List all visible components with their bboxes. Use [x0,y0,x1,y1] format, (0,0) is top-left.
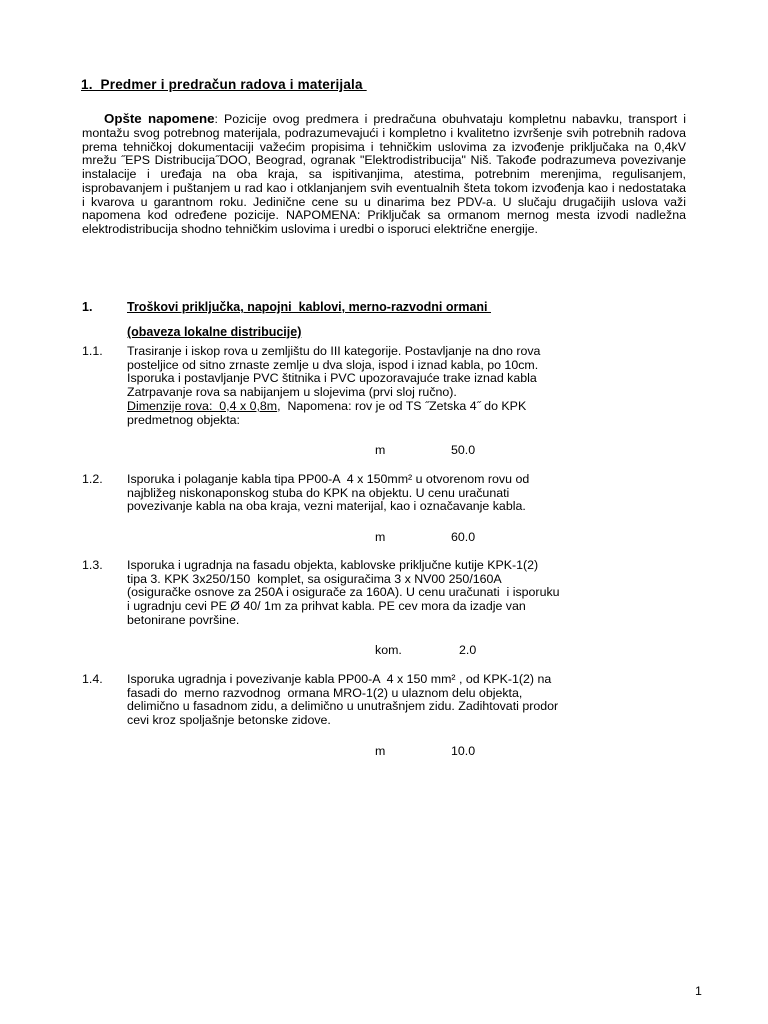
item-line: tipa 3. KPK 3x250/150 komplet, sa osiguračima 3 x NV00 250/160A [127,571,502,586]
item-line: povezivanje kabla na oba kraja, vezni materijal, kao i označavanje kabla. [127,499,526,514]
item-line: Isporuka i ugradnja na fasadu objekta, kablovske priključne kutije KPK-1(2) [127,558,539,572]
general-notes-text: : Pozicije ovog predmera i predračuna obuhvataju kompletnu nabavku, transport i montažu svog potrebnog materijala, podrazumevajući i kompletno i kvalitetno izvršenje svih potrebnih radova prema tehničkoj dokumentaciji važećim propisima i tehničkim uslovima za izvođenje priključaka na 0,4kV mrežu ˝EPS Distribucija˝DOO, Beograd, ogranak "Elektrodistribucija" Niš. Takođe podrazumeva povezivanje instalacije i uređaja na oba kraja, sa ispitivanjima, atestima, potrebnim merenjima, regulisanjem, isprobavanjem i puštanjem u rad kao i otklanjanjem svih eventualnih šteta tokom izvođenja kao i nedostataka i kvarova u garantnom roku. Jedinične cene su u dinarima bez PDV-a. U slučaju drugačijih uslova važi napomena kod određene pozicije. NAPOMENA: Priključak sa ormanom mernog mesta izvodi nadležna elektrodistribucija shodno tehničkim uslovima i uredbi o isporuci električne energije. [82,112,686,236]
item-quantity: 50.0 [451,443,476,457]
item-quantity: 60.0 [451,530,476,544]
item-unit: kom. [375,643,402,657]
item-line: cevi kroz spoljašnje betonske zidove. [127,713,331,728]
item-unit: m [375,530,386,544]
item-line: posteljice od sitno zrnaste zemlje u dva sloja, ispod i iznad kabla, po 10cm. [127,357,539,372]
page-number: 1 [695,984,702,998]
item-line: Isporuka i postavljanje PVC štitnika i PVC upozoravajuće trake iznad kabla [127,371,537,386]
dimensions-label: Dimenzije rova: 0,4 x 0,8m [127,398,278,413]
item-description [127,473,597,514]
item-description [127,673,597,728]
section-subtitle: (obaveza lokalne distribucije) [127,325,302,339]
item-unit: m [375,744,386,758]
item-line: Zatrpavanje rova sa nabijanjem u slojevima (prvi sloj ručno). [127,385,457,400]
item-line: betonirane površine. [127,612,240,627]
item-line-dimensions [127,400,597,414]
item-description [127,559,597,628]
item-quantity: 10.0 [451,744,476,758]
item-description [127,345,597,427]
item-number: 1.3. [82,558,103,572]
item-quantity: 2.0 [459,643,477,657]
item-line: predmetnog objekta: [127,412,240,427]
item-line: fasadi do merno razvodnog ormana MRO-1(2) u ulaznom delu objekta, [127,685,523,700]
section-title: Troškovi priključka, napojni kablovi, merno-razvodni ormani [127,300,491,314]
item-number: 1.1. [82,344,103,358]
item-number: 1.2. [82,472,103,486]
item-line: (osiguračke osnove za 250A i osigurače za 160A). U cenu uračunati i isporuku [127,585,560,600]
dimensions-note: , Napomena: rov je od TS ˝Zetska 4˝ do KPK [277,398,527,413]
item-line: i ugradnju cevi PE Ø 40/ 1m za prihvat kabla. PE cev mora da izadje van [127,599,526,614]
item-line: delimično u fasadnom zidu, a delimično u unutrašnjem zidu. Zadihtovati prodor [127,699,559,714]
item-line: Trasiranje i iskop rova u zemljištu do III kategorije. Postavljanje na dno rova [127,344,541,358]
item-line: najbližeg niskonaponskog stuba do KPK na objektu. U cenu uračunati [127,485,510,500]
general-notes [82,112,686,237]
item-line: Isporuka ugradnja i povezivanje kabla PP00-A 4 x 150 mm² , od KPK-1(2) na [127,672,552,686]
general-notes-lead: Opšte napomene [104,111,215,126]
item-unit: m [375,443,386,457]
main-title: 1. Predmer i predračun radova i materijala [81,77,367,92]
item-number: 1.4. [82,672,103,686]
section-number: 1. [82,300,93,314]
item-line: Isporuka i polaganje kabla tipa PP00-A 4 x 150mm² u otvorenom rovu od [127,472,530,486]
